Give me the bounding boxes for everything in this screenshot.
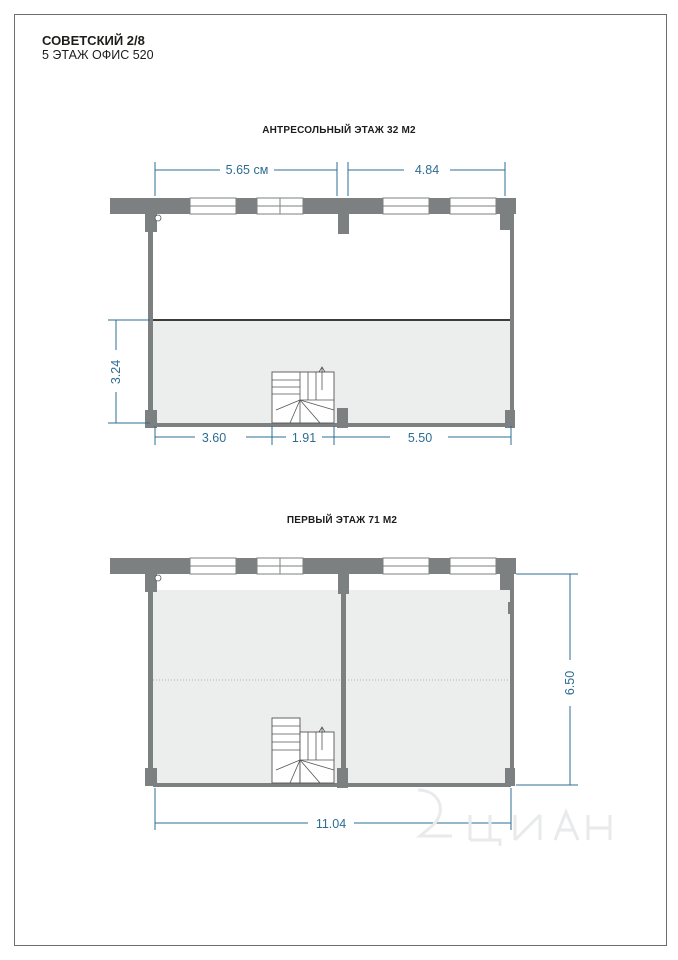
left-wall bbox=[148, 232, 153, 410]
dim-1-91: 1.91 bbox=[291, 431, 317, 445]
staircase bbox=[272, 367, 334, 423]
mezzanine-plan bbox=[108, 123, 516, 445]
bottom-wall bbox=[153, 783, 511, 787]
mezzanine-title: АНТРЕСОЛЬНЫЙ ЭТАЖ 32 М2 bbox=[262, 125, 416, 136]
building-title: СОВЕТСКИЙ 2/8 bbox=[42, 33, 145, 48]
dimension-left-height bbox=[108, 320, 150, 423]
svg-text:4.84: 4.84 bbox=[414, 163, 440, 177]
svg-text:6.50: 6.50 bbox=[563, 670, 577, 696]
svg-text:11.04: 11.04 bbox=[315, 817, 347, 831]
pipe-marker bbox=[155, 215, 161, 221]
door-marker bbox=[508, 602, 513, 614]
dimension-bottom bbox=[155, 426, 511, 445]
column bbox=[337, 768, 348, 788]
left-wall bbox=[148, 592, 153, 770]
watermark-logo bbox=[418, 790, 610, 846]
ground-floor-title: ПЕРВЫЙ ЭТАЖ 71 М2 bbox=[286, 515, 398, 526]
dim-5-50: 5.50 bbox=[407, 431, 433, 445]
column bbox=[500, 574, 514, 590]
column bbox=[338, 214, 349, 234]
column bbox=[500, 214, 514, 230]
bottom-wall bbox=[153, 423, 511, 427]
dim-3-60: 3.60 bbox=[201, 431, 227, 445]
office-subtitle: 5 ЭТАЖ ОФИС 520 bbox=[42, 48, 154, 62]
dimension-top-right bbox=[348, 162, 505, 196]
pipe-marker bbox=[155, 575, 161, 581]
interior-partition bbox=[341, 594, 346, 770]
column bbox=[338, 574, 349, 594]
dimension-right-height bbox=[516, 574, 578, 785]
column bbox=[337, 408, 348, 428]
dimension-bottom-width bbox=[155, 788, 511, 831]
svg-text:3.24: 3.24 bbox=[109, 359, 123, 385]
sheet-border bbox=[15, 15, 667, 946]
ground-floor-plan bbox=[110, 513, 578, 831]
svg-text:5.65 см: 5.65 см bbox=[225, 163, 269, 177]
dimension-top-left bbox=[155, 162, 337, 196]
